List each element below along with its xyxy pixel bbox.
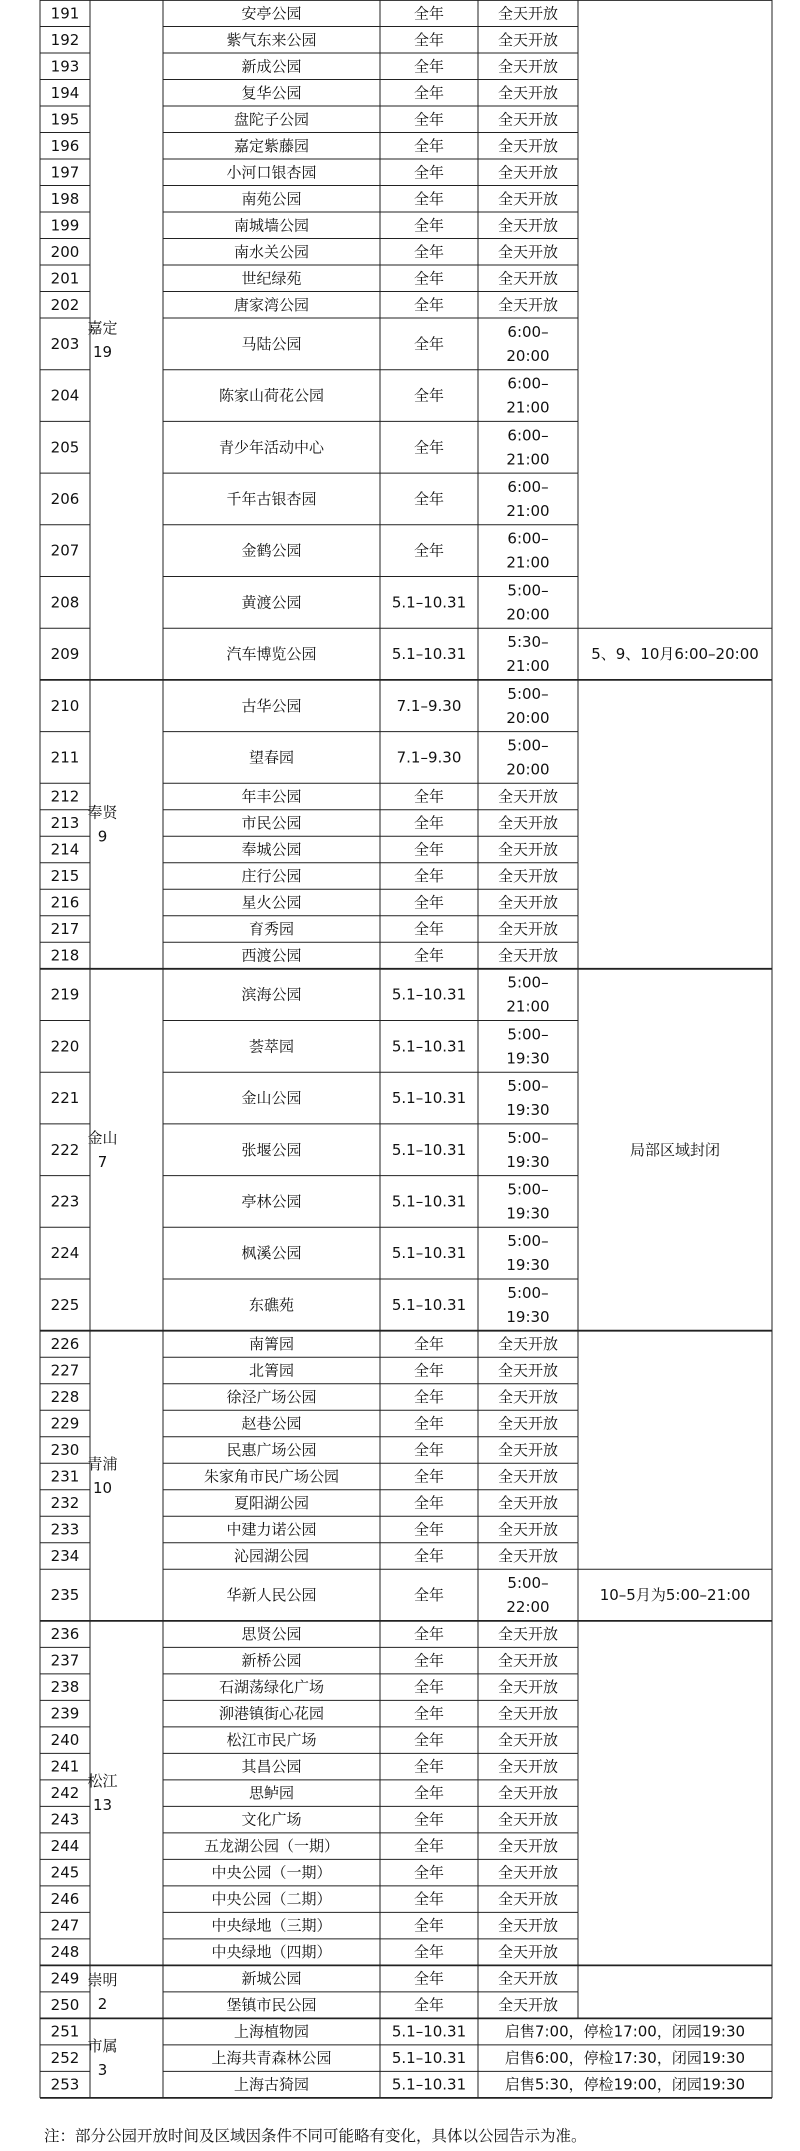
open-period: 5.1–10.31 bbox=[391, 2049, 467, 2068]
row-number: 208 bbox=[50, 593, 80, 612]
open-period: 全年 bbox=[413, 1943, 445, 1962]
opening-hours: 全天开放 bbox=[497, 1704, 559, 1723]
opening-hours: 全天开放 bbox=[497, 1414, 559, 1433]
row-number: 232 bbox=[50, 1493, 80, 1512]
park-name: 马陆公园 bbox=[241, 334, 302, 353]
district-count: 2 bbox=[97, 1994, 108, 2013]
district-count: 10 bbox=[92, 1478, 113, 1497]
row-number: 219 bbox=[50, 985, 80, 1004]
row-number: 240 bbox=[50, 1731, 80, 1750]
open-period: 全年 bbox=[413, 1361, 445, 1380]
park-name: 金鹤公园 bbox=[241, 541, 302, 560]
opening-hours: 5:00– bbox=[507, 736, 549, 755]
opening-hours: 全天开放 bbox=[497, 1757, 559, 1776]
opening-hours: 20:00 bbox=[506, 708, 550, 727]
opening-hours: 5:00– bbox=[507, 973, 549, 992]
open-period: 全年 bbox=[413, 814, 445, 833]
park-name: 上海古猗园 bbox=[233, 2075, 310, 2094]
park-name: 安亭公园 bbox=[241, 4, 302, 23]
row-number: 242 bbox=[50, 1784, 80, 1803]
park-name: 沁园湖公园 bbox=[233, 1546, 310, 1565]
row-number: 193 bbox=[50, 57, 80, 76]
district-count: 3 bbox=[97, 2061, 108, 2080]
opening-hours: 5:00– bbox=[507, 581, 549, 600]
open-period: 全年 bbox=[413, 1651, 445, 1670]
district-count: 7 bbox=[97, 1152, 108, 1171]
row-number: 200 bbox=[50, 242, 80, 261]
row-number: 249 bbox=[50, 1969, 80, 1988]
row-number: 252 bbox=[50, 2049, 80, 2068]
park-name: 其昌公园 bbox=[241, 1757, 302, 1776]
park-name: 石湖荡绿化广场 bbox=[218, 1678, 325, 1697]
opening-hours: 6:00– bbox=[507, 529, 549, 548]
opening-hours: 6:00– bbox=[507, 477, 549, 496]
opening-hours: 全天开放 bbox=[497, 30, 559, 49]
park-name: 金山公园 bbox=[241, 1089, 302, 1108]
park-name: 文化广场 bbox=[241, 1810, 302, 1829]
park-name: 青少年活动中心 bbox=[218, 438, 325, 457]
open-period: 5.1–10.31 bbox=[391, 2022, 467, 2041]
district-count: 9 bbox=[97, 827, 108, 846]
opening-hours: 21:00 bbox=[506, 997, 550, 1016]
open-period: 全年 bbox=[413, 1546, 445, 1565]
park-name: 庄行公园 bbox=[241, 867, 302, 886]
park-name: 年丰公园 bbox=[241, 787, 302, 806]
opening-hours: 全天开放 bbox=[497, 946, 559, 965]
open-period: 全年 bbox=[413, 1414, 445, 1433]
row-number: 215 bbox=[50, 867, 80, 886]
park-name: 民惠广场公园 bbox=[226, 1440, 317, 1459]
opening-hours: 全天开放 bbox=[497, 163, 559, 182]
row-number: 237 bbox=[50, 1651, 80, 1670]
opening-hours: 5:00– bbox=[507, 1025, 549, 1044]
row-number: 226 bbox=[50, 1334, 80, 1353]
park-name: 唐家湾公园 bbox=[233, 295, 310, 314]
opening-hours: 5:30– bbox=[507, 633, 549, 652]
park-name: 黄渡公园 bbox=[241, 593, 302, 612]
open-period: 全年 bbox=[413, 1996, 445, 2015]
open-period: 全年 bbox=[413, 1784, 445, 1803]
row-number: 244 bbox=[50, 1837, 80, 1856]
opening-hours: 22:00 bbox=[506, 1598, 550, 1617]
row-number: 246 bbox=[50, 1890, 80, 1909]
park-name: 中央公园（一期） bbox=[211, 1863, 332, 1882]
opening-hours: 5:00– bbox=[507, 1180, 549, 1199]
open-period: 5.1–10.31 bbox=[391, 1037, 467, 1056]
open-period: 全年 bbox=[413, 163, 445, 182]
park-name: 五龙湖公园（一期） bbox=[203, 1837, 340, 1856]
open-period: 全年 bbox=[413, 334, 445, 353]
opening-hours: 6:00– bbox=[507, 322, 549, 341]
opening-hours: 19:30 bbox=[506, 1256, 550, 1275]
row-number: 202 bbox=[50, 295, 80, 314]
opening-hours: 19:30 bbox=[506, 1307, 550, 1326]
open-period: 全年 bbox=[413, 920, 445, 939]
park-name: 南箐园 bbox=[248, 1334, 295, 1353]
open-period: 全年 bbox=[413, 269, 445, 288]
park-name: 古华公园 bbox=[241, 696, 302, 715]
opening-hours: 21:00 bbox=[506, 553, 550, 572]
row-number: 199 bbox=[50, 216, 80, 235]
opening-hours: 全天开放 bbox=[497, 1810, 559, 1829]
opening-hours: 全天开放 bbox=[497, 1678, 559, 1697]
district-name: 奉贤 bbox=[87, 803, 118, 822]
opening-hours: 全天开放 bbox=[497, 1440, 559, 1459]
row-number: 191 bbox=[50, 4, 80, 23]
district-name: 金山 bbox=[87, 1128, 118, 1147]
park-name: 西渡公园 bbox=[241, 946, 302, 965]
open-period: 全年 bbox=[413, 1678, 445, 1697]
park-name: 中央绿地（三期） bbox=[211, 1916, 332, 1935]
opening-hours: 5:00– bbox=[507, 1574, 549, 1593]
opening-hours: 全天开放 bbox=[497, 1969, 559, 1988]
park-name: 新桥公园 bbox=[241, 1651, 302, 1670]
park-name: 思贤公园 bbox=[241, 1625, 302, 1644]
opening-hours: 全天开放 bbox=[497, 787, 559, 806]
row-number: 214 bbox=[50, 840, 80, 859]
opening-hours: 全天开放 bbox=[497, 1387, 559, 1406]
opening-hours: 全天开放 bbox=[497, 4, 559, 23]
park-name: 市民公园 bbox=[241, 814, 302, 833]
opening-hours: 全天开放 bbox=[497, 295, 559, 314]
park-name: 亭林公园 bbox=[241, 1192, 302, 1211]
opening-hours: 全天开放 bbox=[497, 1493, 559, 1512]
row-number: 229 bbox=[50, 1414, 80, 1433]
row-number: 216 bbox=[50, 893, 80, 912]
open-period: 全年 bbox=[413, 1916, 445, 1935]
row-number: 206 bbox=[50, 489, 80, 508]
open-period: 全年 bbox=[413, 386, 445, 405]
open-period: 全年 bbox=[413, 867, 445, 886]
park-name: 中央绿地（四期） bbox=[211, 1943, 332, 1962]
opening-hours: 19:30 bbox=[506, 1204, 550, 1223]
park-name: 嘉定紫藤园 bbox=[233, 136, 310, 155]
row-number: 201 bbox=[50, 269, 80, 288]
park-name: 南苑公园 bbox=[241, 189, 302, 208]
opening-hours: 全天开放 bbox=[497, 269, 559, 288]
park-name: 滨海公园 bbox=[241, 985, 302, 1004]
district-name: 松江 bbox=[87, 1772, 118, 1791]
park-name: 朱家角市民广场公园 bbox=[203, 1467, 340, 1486]
row-number: 231 bbox=[50, 1467, 80, 1486]
open-period: 5.1–10.31 bbox=[391, 985, 467, 1004]
open-period: 全年 bbox=[413, 1863, 445, 1882]
row-number: 209 bbox=[50, 645, 80, 664]
open-period: 全年 bbox=[413, 840, 445, 859]
park-name: 望春园 bbox=[248, 748, 295, 767]
park-name: 松江市民广场 bbox=[226, 1731, 317, 1750]
park-name: 奉城公园 bbox=[241, 840, 302, 859]
opening-hours: 21:00 bbox=[506, 398, 550, 417]
footnote: 注：部分公园开放时间及区域因条件不同可能略有变化，具体以公园告示为准。 bbox=[44, 2127, 587, 2145]
opening-hours: 全天开放 bbox=[497, 1467, 559, 1486]
open-period: 5.1–10.31 bbox=[391, 1295, 467, 1314]
opening-hours: 启售5:30，停检19:00，闭园19:30 bbox=[504, 2075, 746, 2094]
district-name: 嘉定 bbox=[87, 318, 118, 337]
opening-hours: 全天开放 bbox=[497, 1334, 559, 1353]
opening-hours: 21:00 bbox=[506, 501, 550, 520]
opening-hours: 全天开放 bbox=[497, 189, 559, 208]
opening-hours: 全天开放 bbox=[497, 1784, 559, 1803]
open-period: 5.1–10.31 bbox=[391, 593, 467, 612]
open-period: 全年 bbox=[413, 1837, 445, 1856]
open-period: 全年 bbox=[413, 787, 445, 806]
open-period: 全年 bbox=[413, 1757, 445, 1776]
opening-hours: 启售6:00，停检17:30，闭园19:30 bbox=[504, 2049, 746, 2068]
park-name: 陈家山荷花公园 bbox=[218, 386, 325, 405]
opening-hours: 全天开放 bbox=[497, 1625, 559, 1644]
row-number: 192 bbox=[50, 30, 80, 49]
park-name: 星火公园 bbox=[241, 893, 302, 912]
row-number: 198 bbox=[50, 189, 80, 208]
row-number: 213 bbox=[50, 814, 80, 833]
row-number: 212 bbox=[50, 787, 80, 806]
open-period: 全年 bbox=[413, 1586, 445, 1605]
opening-hours: 全天开放 bbox=[497, 110, 559, 129]
opening-hours: 全天开放 bbox=[497, 1651, 559, 1670]
park-name: 北箐园 bbox=[248, 1361, 295, 1380]
row-number: 207 bbox=[50, 541, 80, 560]
open-period: 全年 bbox=[413, 4, 445, 23]
opening-hours: 全天开放 bbox=[497, 920, 559, 939]
row-number: 228 bbox=[50, 1387, 80, 1406]
opening-hours: 全天开放 bbox=[497, 83, 559, 102]
row-number: 235 bbox=[50, 1586, 80, 1605]
opening-hours: 全天开放 bbox=[497, 1943, 559, 1962]
park-name: 南水关公园 bbox=[233, 242, 310, 261]
opening-hours: 20:00 bbox=[506, 605, 550, 624]
open-period: 全年 bbox=[413, 489, 445, 508]
open-period: 全年 bbox=[413, 946, 445, 965]
row-number: 222 bbox=[50, 1140, 80, 1159]
open-period: 5.1–10.31 bbox=[391, 1140, 467, 1159]
opening-hours: 全天开放 bbox=[497, 1361, 559, 1380]
park-name: 赵巷公园 bbox=[241, 1414, 302, 1433]
row-number: 197 bbox=[50, 163, 80, 182]
opening-hours: 全天开放 bbox=[497, 1520, 559, 1539]
open-period: 全年 bbox=[413, 893, 445, 912]
open-period: 全年 bbox=[413, 83, 445, 102]
open-period: 7.1–9.30 bbox=[396, 696, 462, 715]
park-name: 千年古银杏园 bbox=[226, 489, 317, 508]
open-period: 全年 bbox=[413, 1520, 445, 1539]
park-name: 华新人民公园 bbox=[226, 1586, 317, 1605]
remark: 5、9、10月6:00–20:00 bbox=[591, 645, 759, 664]
row-number: 223 bbox=[50, 1192, 80, 1211]
opening-hours: 5:00– bbox=[507, 1128, 549, 1147]
park-name: 复华公园 bbox=[241, 83, 302, 102]
park-name: 南城墙公园 bbox=[233, 216, 310, 235]
open-period: 5.1–10.31 bbox=[391, 1244, 467, 1263]
park-name: 徐泾广场公园 bbox=[226, 1387, 317, 1406]
open-period: 全年 bbox=[413, 541, 445, 560]
remark: 10–5月为5:00–21:00 bbox=[599, 1586, 751, 1605]
row-number: 241 bbox=[50, 1757, 80, 1776]
opening-hours: 20:00 bbox=[506, 760, 550, 779]
row-number: 221 bbox=[50, 1089, 80, 1108]
park-name: 育秀园 bbox=[248, 920, 295, 939]
opening-hours: 6:00– bbox=[507, 426, 549, 445]
row-number: 195 bbox=[50, 110, 80, 129]
park-name: 盘陀子公园 bbox=[233, 110, 310, 129]
open-period: 全年 bbox=[413, 57, 445, 76]
opening-hours: 全天开放 bbox=[497, 1837, 559, 1856]
park-name: 荟萃园 bbox=[248, 1037, 295, 1056]
opening-hours: 全天开放 bbox=[497, 814, 559, 833]
park-name: 泖港镇街心花园 bbox=[218, 1704, 325, 1723]
row-number: 217 bbox=[50, 920, 80, 939]
open-period: 全年 bbox=[413, 295, 445, 314]
opening-hours: 21:00 bbox=[506, 450, 550, 469]
park-name: 枫溪公园 bbox=[241, 1244, 302, 1263]
park-name: 世纪绿苑 bbox=[241, 269, 302, 288]
row-number: 250 bbox=[50, 1996, 80, 2015]
row-number: 205 bbox=[50, 438, 80, 457]
opening-hours: 5:00– bbox=[507, 1077, 549, 1096]
open-period: 全年 bbox=[413, 136, 445, 155]
park-name: 新成公园 bbox=[241, 57, 302, 76]
opening-hours: 6:00– bbox=[507, 374, 549, 393]
open-period: 全年 bbox=[413, 1387, 445, 1406]
opening-hours: 21:00 bbox=[506, 657, 550, 676]
open-period: 5.1–10.31 bbox=[391, 645, 467, 664]
district-count: 19 bbox=[92, 342, 113, 361]
row-number: 220 bbox=[50, 1037, 80, 1056]
remark: 局部区域封闭 bbox=[629, 1140, 721, 1159]
opening-hours: 启售7:00，停检17:00，闭园19:30 bbox=[504, 2022, 746, 2041]
district-name: 崇明 bbox=[87, 1970, 118, 1989]
opening-hours: 全天开放 bbox=[497, 1890, 559, 1909]
row-number: 225 bbox=[50, 1295, 80, 1314]
opening-hours: 19:30 bbox=[506, 1152, 550, 1171]
row-number: 236 bbox=[50, 1625, 80, 1644]
opening-hours: 5:00– bbox=[507, 1283, 549, 1302]
opening-hours: 全天开放 bbox=[497, 840, 559, 859]
opening-hours: 全天开放 bbox=[497, 893, 559, 912]
row-number: 233 bbox=[50, 1520, 80, 1539]
open-period: 全年 bbox=[413, 1334, 445, 1353]
open-period: 全年 bbox=[413, 438, 445, 457]
opening-hours: 19:30 bbox=[506, 1049, 550, 1068]
open-period: 全年 bbox=[413, 1704, 445, 1723]
row-number: 230 bbox=[50, 1440, 80, 1459]
opening-hours: 全天开放 bbox=[497, 1863, 559, 1882]
row-number: 248 bbox=[50, 1943, 80, 1962]
open-period: 5.1–10.31 bbox=[391, 1089, 467, 1108]
row-number: 245 bbox=[50, 1863, 80, 1882]
open-period: 全年 bbox=[413, 1625, 445, 1644]
row-number: 203 bbox=[50, 334, 80, 353]
park-name: 中央公园（二期） bbox=[211, 1890, 332, 1909]
opening-hours: 全天开放 bbox=[497, 1731, 559, 1750]
row-number: 227 bbox=[50, 1361, 80, 1380]
opening-hours: 5:00– bbox=[507, 1232, 549, 1251]
open-period: 全年 bbox=[413, 1731, 445, 1750]
park-name: 上海共青森林公园 bbox=[211, 2049, 332, 2068]
open-period: 全年 bbox=[413, 1467, 445, 1486]
row-number: 239 bbox=[50, 1704, 80, 1723]
row-number: 196 bbox=[50, 136, 80, 155]
row-number: 211 bbox=[50, 748, 80, 767]
park-name: 中建力诺公园 bbox=[226, 1520, 317, 1539]
opening-hours: 全天开放 bbox=[497, 1546, 559, 1565]
open-period: 5.1–10.31 bbox=[391, 1192, 467, 1211]
opening-hours: 19:30 bbox=[506, 1101, 550, 1120]
park-name: 上海植物园 bbox=[233, 2022, 310, 2041]
opening-hours: 全天开放 bbox=[497, 867, 559, 886]
opening-hours: 全天开放 bbox=[497, 242, 559, 261]
row-number: 247 bbox=[50, 1916, 80, 1935]
park-name: 紫气东来公园 bbox=[226, 30, 317, 49]
park-name: 堡镇市民公园 bbox=[226, 1996, 317, 2015]
open-period: 全年 bbox=[413, 242, 445, 261]
park-name: 张堰公园 bbox=[241, 1140, 302, 1159]
district-name: 市属 bbox=[87, 2037, 118, 2056]
row-number: 194 bbox=[50, 83, 80, 102]
open-period: 全年 bbox=[413, 1493, 445, 1512]
opening-hours: 20:00 bbox=[506, 346, 550, 365]
park-name: 小河口银杏园 bbox=[226, 163, 317, 182]
row-number: 204 bbox=[50, 386, 80, 405]
open-period: 全年 bbox=[413, 189, 445, 208]
open-period: 全年 bbox=[413, 216, 445, 235]
opening-hours: 全天开放 bbox=[497, 1996, 559, 2015]
open-period: 5.1–10.31 bbox=[391, 2075, 467, 2094]
row-number: 238 bbox=[50, 1678, 80, 1697]
open-period: 7.1–9.30 bbox=[396, 748, 462, 767]
open-period: 全年 bbox=[413, 110, 445, 129]
row-number: 234 bbox=[50, 1546, 80, 1565]
row-number: 251 bbox=[50, 2022, 80, 2041]
opening-hours: 全天开放 bbox=[497, 136, 559, 155]
opening-hours: 全天开放 bbox=[497, 216, 559, 235]
open-period: 全年 bbox=[413, 1810, 445, 1829]
district-name: 青浦 bbox=[87, 1454, 118, 1473]
park-name: 夏阳湖公园 bbox=[233, 1493, 310, 1512]
open-period: 全年 bbox=[413, 1969, 445, 1988]
opening-hours: 5:00– bbox=[507, 684, 549, 703]
opening-hours: 全天开放 bbox=[497, 57, 559, 76]
row-number: 218 bbox=[50, 946, 80, 965]
district-count: 13 bbox=[92, 1796, 113, 1815]
park-name: 思鲈园 bbox=[248, 1784, 295, 1803]
park-name: 新城公园 bbox=[241, 1969, 302, 1988]
park-name: 东礁苑 bbox=[248, 1295, 295, 1314]
open-period: 全年 bbox=[413, 30, 445, 49]
park-name: 汽车博览公园 bbox=[226, 645, 317, 664]
row-number: 243 bbox=[50, 1810, 80, 1829]
row-number: 224 bbox=[50, 1244, 80, 1263]
row-number: 210 bbox=[50, 696, 80, 715]
row-number: 253 bbox=[50, 2075, 80, 2094]
open-period: 全年 bbox=[413, 1890, 445, 1909]
opening-hours: 全天开放 bbox=[497, 1916, 559, 1935]
open-period: 全年 bbox=[413, 1440, 445, 1459]
